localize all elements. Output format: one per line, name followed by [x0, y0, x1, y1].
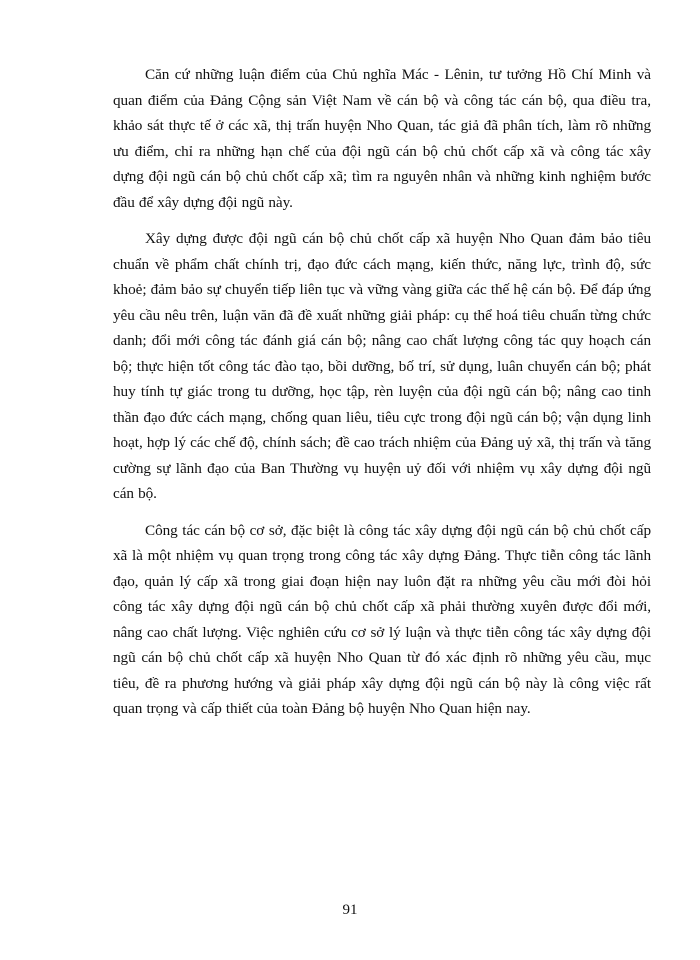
paragraph-3: Công tác cán bộ cơ sở, đặc biệt là công tác xây dựng đội ngũ cán bộ chủ chốt cấp xã là một nhiệm vụ quan trọng trong công tác xây dựng Đảng. Thực tiễn công tác lãnh đạo, quản lý cấp xã trong giai đoạn hiện nay luôn đặt ra những yêu cầu mới đòi hỏi công tác xây dựng đội ngũ cán bộ chủ chốt cấp xã phải thường xuyên được đổi mới, nâng cao chất lượng. Việc nghiên cứu cơ sở lý luận và thực tiễn công tác xây dựng đội ngũ cán bộ chủ chốt cấp xã huyện Nho Quan từ đó xác định rõ những yêu cầu, mục tiêu, đề ra phương hướng và giải pháp xây dựng đội ngũ cán bộ này là công việc rất quan trọng và cấp thiết của toàn Đảng bộ huyện Nho Quan hiện nay. — [113, 521, 651, 717]
page-number: 91 — [342, 902, 358, 918]
paragraph-1: Căn cứ những luận điểm của Chủ nghĩa Mác - Lênin, tư tưởng Hồ Chí Minh và quan điểm của Đảng Cộng sản Việt Nam về cán bộ và công tác cán bộ, qua điều tra, khảo sát thực tế ở các xã, thị trấn huyện Nho Quan, tác giả đã phân tích, làm rõ những ưu điểm, chỉ ra những hạn chế của đội ngũ cán bộ chủ chốt cấp xã và công tác xây dựng đội ngũ cán bộ chủ chốt cấp xã; tìm ra nguyên nhân và những kinh nghiệm bước đầu để xây dựng đội ngũ này. — [113, 66, 651, 211]
document-body — [113, 62, 651, 733]
paragraph-2: Xây dựng được đội ngũ cán bộ chủ chốt cấp xã huyện Nho Quan đảm bảo tiêu chuẩn về phẩm chất chính trị, đạo đức cách mạng, kiến thức, năng lực, trình độ, sức khoẻ; đảm bảo sự chuyển tiếp liên tục và vững vàng giữa các thế hệ cán bộ. Để đáp ứng yêu cầu nêu trên, luận văn đã đề xuất những giải pháp: cụ thể hoá tiêu chuẩn từng chức danh; đổi mới công tác đánh giá cán bộ; nâng cao chất lượng công tác quy hoạch cán bộ; thực hiện tốt công tác đào tạo, bồi dưỡng, bố trí, sử dụng, luân chuyển cán bộ; phát huy tính tự giác trong tu dưỡng, học tập, rèn luyện của đội ngũ cán bộ; nâng cao tinh thần đạo đức cách mạng, chống quan liêu, tiêu cực trong đội ngũ cán bộ; vận dụng linh hoạt, hợp lý các chế độ, chính sách; đề cao trách nhiệm của Đảng uỷ xã, thị trấn và tăng cường sự lãnh đạo của Ban Thường vụ huyện uỷ đối với nhiệm vụ xây dựng đội ngũ cán bộ. — [113, 230, 651, 502]
